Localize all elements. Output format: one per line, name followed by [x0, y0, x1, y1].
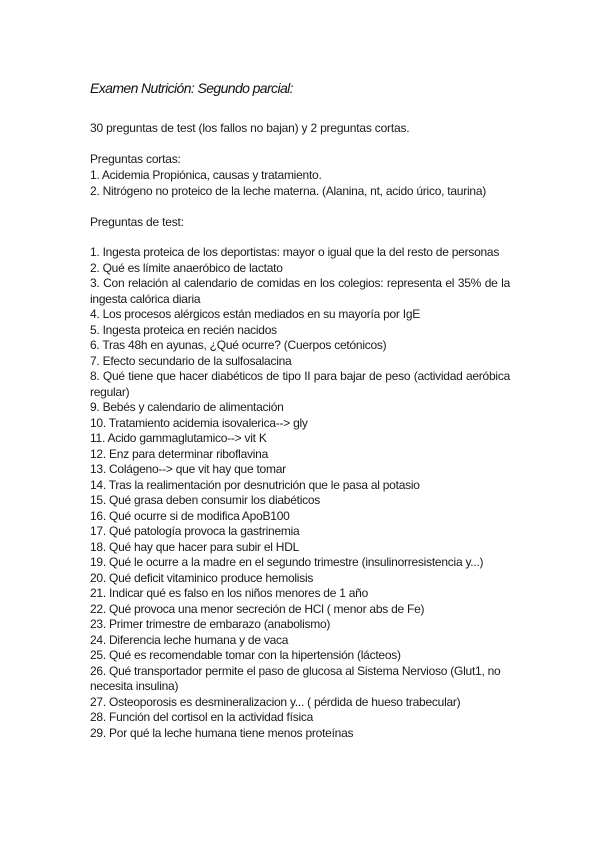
test-question: 24. Diferencia leche humana y de vaca [90, 632, 289, 647]
test-question: 29. Por qué la leche humana tiene menos proteínas [90, 725, 354, 740]
test-question: 25. Qué es recomendable tomar con la hipertensión (lácteos) [90, 648, 401, 662]
test-question: 19. Qué le ocurre a la madre en el segundo trimestre (insulinorresistencia y...) [90, 555, 484, 569]
short-questions-list [90, 167, 510, 199]
test-question: 2. Qué es límite anaeróbico de lactato [90, 260, 283, 275]
test-question: 14. Tras la realimentación por desnutrición que le pasa al potasio [90, 477, 420, 492]
document-title: Examen Nutrición: Segundo parcial: [90, 80, 293, 96]
test-question: 13. Colágeno--> que vit hay que tomar [90, 462, 286, 476]
test-question: 11. Acido gammaglutamico--> vit K [90, 431, 267, 445]
test-question: 16. Qué ocurre si de modifica ApoB100 [90, 508, 290, 523]
test-question: 6. Tras 48h en ayunas, ¿Qué ocurre? (Cuerpos cetónicos) [90, 338, 387, 352]
test-question: 3. Con relación al calendario de comidas en los colegios: representa el 35% de la ingesta calórica diaria [90, 276, 510, 306]
test-question: 18. Qué hay que hacer para subir el HDL [90, 539, 300, 554]
test-question: 21. Indicar qué es falso en los niños menores de 1 año [90, 586, 369, 600]
short-question: 2. Nitrógeno no proteico de la leche materna. (Alanina, nt, acido úrico, taurina) [90, 184, 486, 198]
test-questions-list [90, 245, 510, 741]
short-questions-heading: Preguntas cortas: [90, 152, 181, 166]
test-question: 28. Función del cortisol en la actividad física [90, 710, 314, 724]
test-question: 8. Qué tiene que hacer diabéticos de tipo II para bajar de peso (actividad aeróbica regular) [90, 369, 510, 399]
test-questions-heading: Preguntas de test: [90, 215, 184, 229]
test-question: 9. Bebés y calendario de alimentación [90, 400, 284, 414]
short-question: 1. Acidemia Propiónica, causas y tratamiento. [90, 168, 322, 182]
test-question: 12. Enz para determinar riboflavina [90, 446, 269, 461]
test-question: 26. Qué transportador permite el paso de glucosa al Sistema Nervioso (Glut1, no necesita insulina) [90, 663, 501, 693]
test-question: 5. Ingesta proteica en recién nacidos [90, 322, 277, 337]
test-question: 17. Qué patología provoca la gastrinemia [90, 524, 300, 538]
test-question: 4. Los procesos alérgicos están mediados en su mayoría por IgE [90, 307, 421, 321]
test-question: 22. Qué provoca una menor secreción de HCl ( menor abs de Fe) [90, 601, 425, 616]
test-question: 15. Qué grasa deben consumir los diabéticos [90, 493, 321, 507]
exam-description: 30 preguntas de test (los fallos no bajan) y 2 preguntas cortas. [90, 121, 410, 135]
test-question: 10. Tratamiento acidemia isovalerica--> gly [90, 415, 308, 430]
test-question: 1. Ingesta proteica de los deportistas: mayor o igual que la del resto de personas [90, 245, 500, 259]
test-question: 20. Qué deficit vitaminico produce hemolisis [90, 570, 314, 585]
test-question: 23. Primer trimestre de embarazo (anabolismo) [90, 617, 331, 631]
test-question: 7. Efecto secundario de la sulfosalacina [90, 353, 292, 368]
test-question: 27. Osteoporosis es desmineralizacion y... ( pérdida de hueso trabecular) [90, 694, 461, 709]
